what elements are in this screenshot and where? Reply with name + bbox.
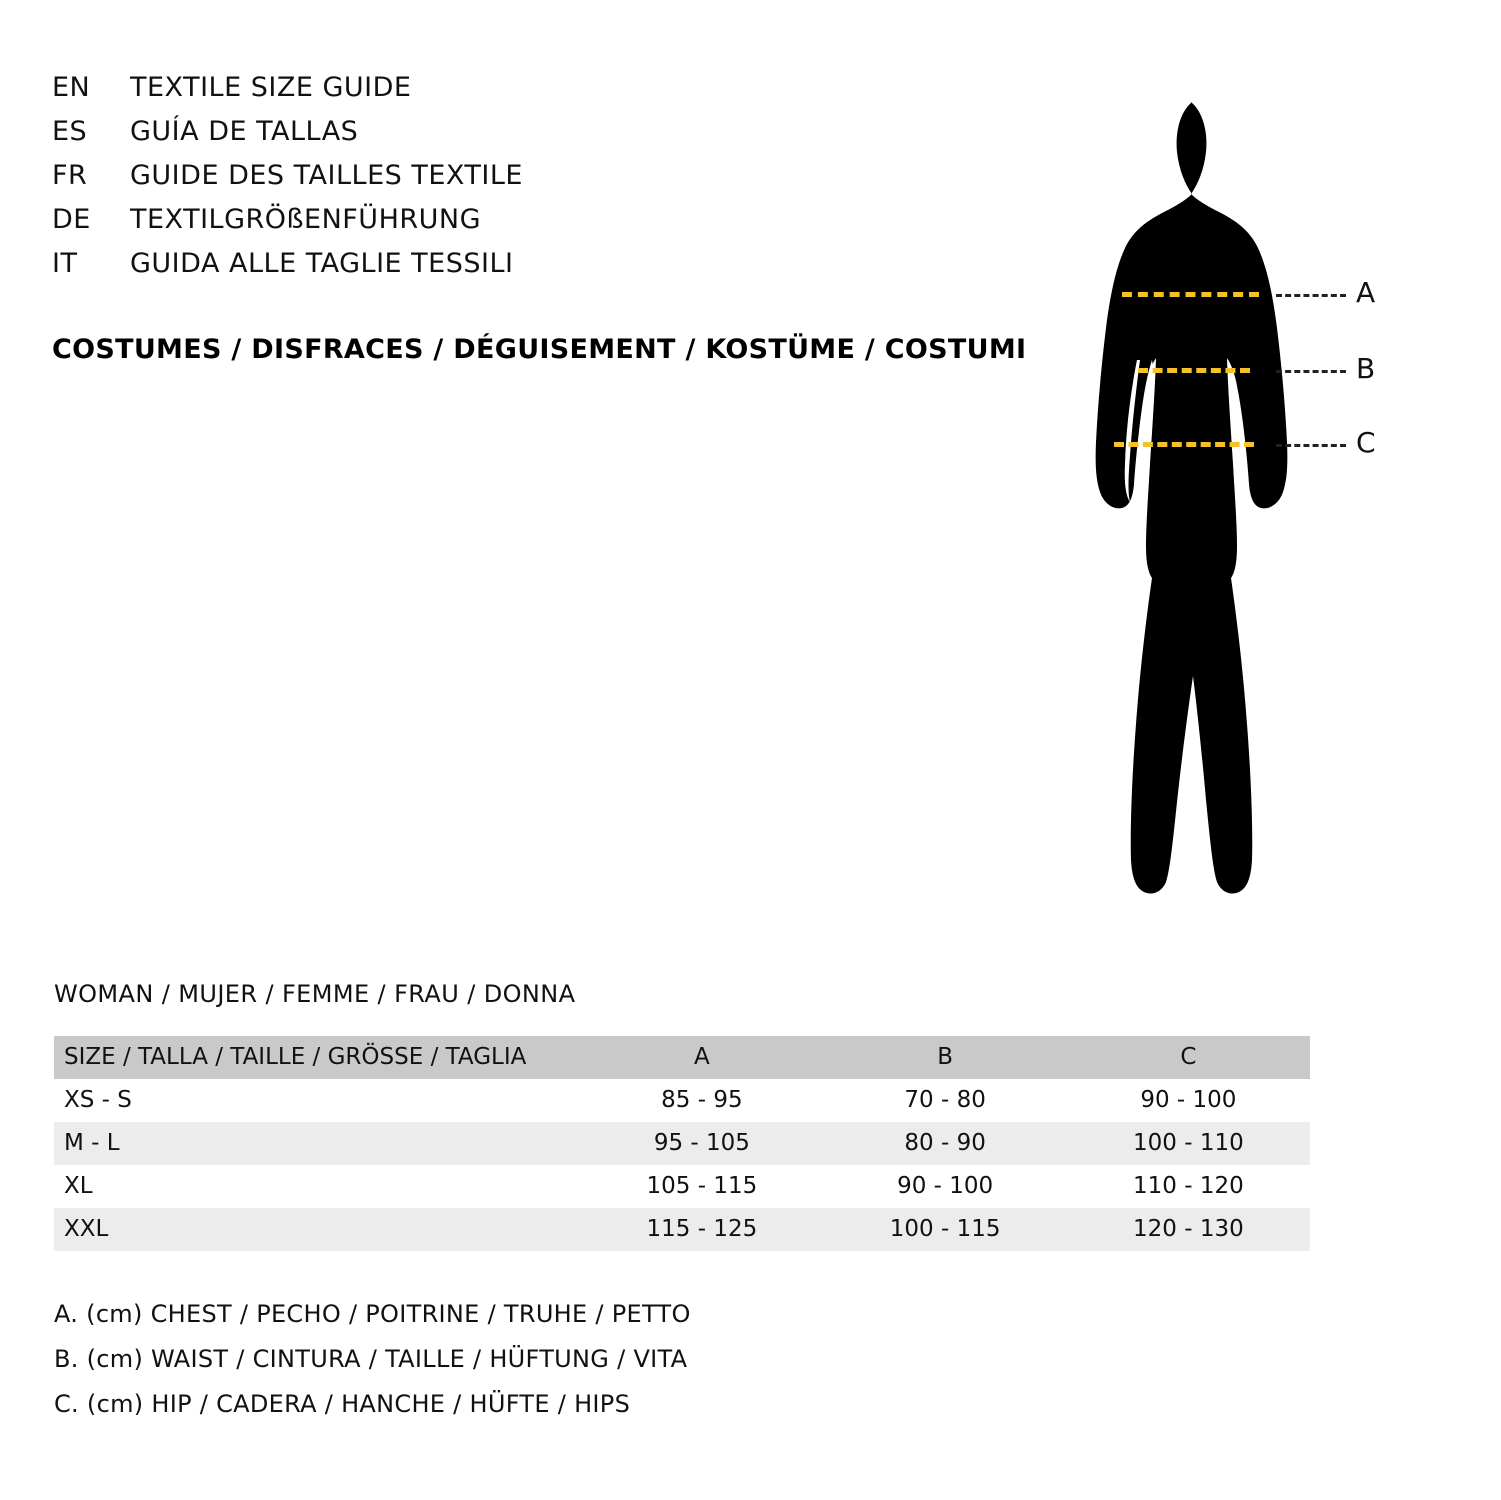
measure-line-c — [1114, 442, 1254, 447]
cell-c: 100 - 110 — [1133, 1130, 1244, 1156]
cell-b: 80 - 90 — [904, 1130, 986, 1156]
language-code-de: DE — [52, 204, 91, 235]
language-row-en — [52, 72, 1032, 116]
table-row — [54, 1122, 1310, 1165]
language-text-de: TEXTILGRÖßENFÜHRUNG — [130, 204, 482, 235]
cell-a: 95 - 105 — [653, 1130, 750, 1156]
table-header-size: SIZE / TALLA / TAILLE / GRÖSSE / TAGLIA — [64, 1044, 527, 1070]
lead-line-a — [1276, 294, 1346, 297]
body-figure-diagram — [1040, 60, 1460, 940]
silhouette-arm-gap — [1040, 60, 1460, 940]
cell-size: XS - S — [64, 1087, 132, 1113]
table-caption: WOMAN / MUJER / FEMME / FRAU / DONNA — [54, 980, 576, 1008]
cell-a: 85 - 95 — [661, 1087, 743, 1113]
language-row-es — [52, 116, 1032, 160]
size-table — [54, 1036, 1310, 1251]
language-code-fr: FR — [52, 160, 88, 191]
measurement-legend — [54, 1292, 691, 1427]
legend-row-c: C. (cm) HIP / CADERA / HANCHE / HÜFTE / HIPS — [54, 1390, 631, 1418]
measure-label-b: B — [1356, 352, 1376, 385]
measure-line-b — [1138, 368, 1250, 373]
cell-c: 90 - 100 — [1140, 1087, 1237, 1113]
language-row-fr — [52, 160, 1032, 204]
table-header-row — [54, 1036, 1310, 1079]
measure-line-a — [1122, 292, 1259, 297]
lead-line-c — [1276, 444, 1346, 447]
language-code-es: ES — [52, 116, 88, 147]
legend-row-b: B. (cm) WAIST / CINTURA / TAILLE / HÜFTUNG / VITA — [54, 1345, 688, 1373]
cell-size: M - L — [64, 1130, 120, 1156]
table-row — [54, 1208, 1310, 1251]
cell-c: 110 - 120 — [1133, 1173, 1244, 1199]
cell-b: 70 - 80 — [904, 1087, 986, 1113]
cell-a: 115 - 125 — [646, 1216, 758, 1242]
measure-label-c: C — [1356, 426, 1377, 459]
cell-c: 120 - 130 — [1133, 1216, 1244, 1242]
language-code-it: IT — [52, 248, 78, 279]
legend-row-a: A. (cm) CHEST / PECHO / POITRINE / TRUHE / PETTO — [54, 1300, 691, 1328]
language-text-es: GUÍA DE TALLAS — [130, 116, 359, 147]
table-body — [54, 1079, 1310, 1251]
table-row — [54, 1079, 1310, 1122]
language-text-en: TEXTILE SIZE GUIDE — [130, 72, 412, 103]
language-code-en: EN — [52, 72, 91, 103]
cell-size: XXL — [64, 1216, 109, 1242]
cell-size: XL — [64, 1173, 93, 1199]
table-header-c: C — [1180, 1044, 1197, 1070]
table-header — [54, 1036, 1310, 1079]
cell-b: 90 - 100 — [897, 1173, 994, 1199]
costumes-subtitle: COSTUMES / DISFRACES / DÉGUISEMENT / KOSTÜME / COSTUMI — [52, 334, 1027, 365]
language-text-it: GUIDA ALLE TAGLIE TESSILI — [130, 248, 514, 279]
cell-b: 100 - 115 — [889, 1216, 1001, 1242]
language-row-it — [52, 248, 1032, 292]
table-header-b: B — [937, 1044, 954, 1070]
lead-line-b — [1276, 370, 1346, 373]
table-row — [54, 1165, 1310, 1208]
table-header-a: A — [694, 1044, 710, 1070]
measure-label-a: A — [1356, 276, 1376, 309]
language-text-fr: GUIDE DES TAILLES TEXTILE — [130, 160, 523, 191]
cell-a: 105 - 115 — [646, 1173, 758, 1199]
language-row-de — [52, 204, 1032, 248]
language-header-block — [52, 72, 1032, 292]
